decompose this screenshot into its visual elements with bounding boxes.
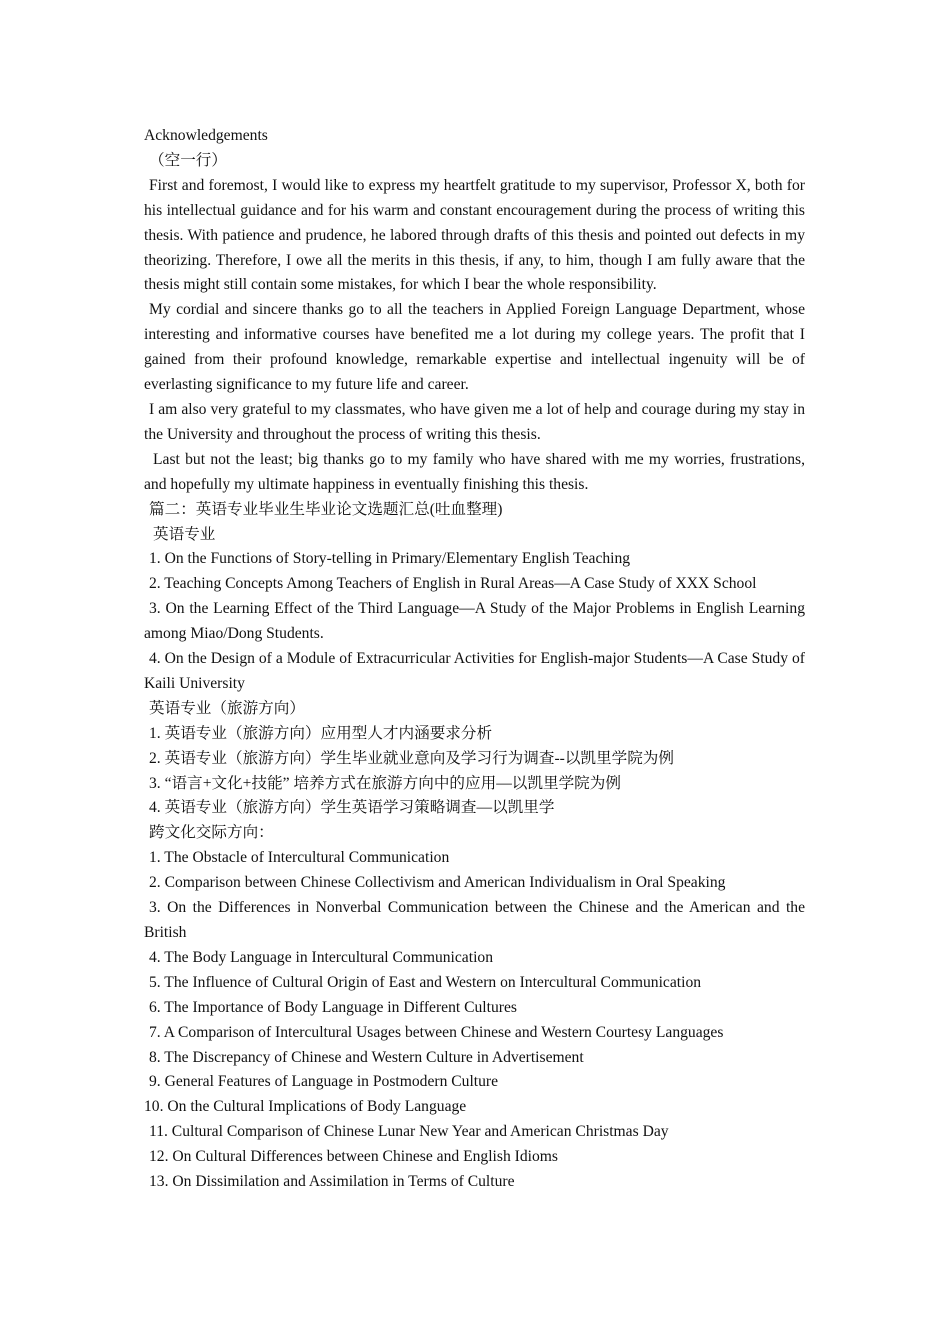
document-page: [144, 124, 805, 1195]
list-item: 3. On the Learning Effect of the Third Language—A Study of the Major Problems in English Learning among Miao/Dong Students.: [144, 600, 805, 643]
list-item: 10. On the Cultural Implications of Body Language: [144, 1098, 467, 1116]
group-heading-english: 英语专业: [153, 525, 216, 543]
group-heading-tourism: 英语专业（旅游方向）: [149, 699, 305, 717]
ack-paragraph-4: Last but not the least; big thanks go to my family who have shared with me my worries, frustrations, and hopefully my ultimate happiness in eventually finishing this thesis.: [144, 450, 805, 493]
list-item: 1. On the Functions of Story-telling in Primary/Elementary English Teaching: [149, 550, 631, 568]
list-item: 1. The Obstacle of Intercultural Communication: [149, 849, 450, 867]
list-item: 7. A Comparison of Intercultural Usages between Chinese and Western Courtesy Languages: [149, 1023, 724, 1041]
list-item: 1. 英语专业（旅游方向）应用型人才内涵要求分析: [149, 724, 493, 742]
list-item: 9. General Features of Language in Postmodern Culture: [149, 1073, 499, 1091]
list-item: 2. Teaching Concepts Among Teachers of English in Rural Areas—A Case Study of XXX School: [149, 575, 757, 593]
list-item: 4. The Body Language in Intercultural Communication: [149, 948, 493, 966]
list-item: 8. The Discrepancy of Chinese and Western Culture in Advertisement: [149, 1048, 584, 1066]
list-item: 2. Comparison between Chinese Collectivism and American Individualism in Oral Speaking: [149, 874, 726, 892]
blank-line-note: （空一行）: [149, 151, 227, 169]
list-item: 11. Cultural Comparison of Chinese Lunar New Year and American Christmas Day: [149, 1123, 669, 1141]
ack-paragraph-1: First and foremost, I would like to express my heartfelt gratitude to my supervisor, Professor X, both for his intellectual guidance and for his warm and constant encouragement during the process of writing this thesis. With patience and prudence, he labored through drafts of this thesis and pointed out defects in my theorizing. Therefore, I owe all the merits in this thesis, if any, to him, though I am fully aware that the thesis might still contain some mistakes, for which I bear the whole responsibility.: [144, 176, 805, 294]
list-item: 3. “语言+文化+技能” 培养方式在旅游方向中的应用—以凯里学院为例: [149, 774, 621, 792]
list-item: 12. On Cultural Differences between Chinese and English Idioms: [149, 1148, 558, 1166]
list-item: 4. On the Design of a Module of Extracurricular Activities for English-major Students—A Case Study of Kaili University: [144, 650, 805, 692]
list-item: 3. On the Differences in Nonverbal Communication between the Chinese and the American and the British: [144, 899, 805, 941]
list-item: 6. The Importance of Body Language in Different Cultures: [149, 998, 517, 1016]
section-title: 篇二：英语专业毕业生毕业论文选题汇总(吐血整理): [149, 500, 503, 518]
list-item: 2. 英语专业（旅游方向）学生毕业就业意向及学习行为调查--以凯里学院为例: [149, 749, 674, 767]
list-item: 13. On Dissimilation and Assimilation in Terms of Culture: [149, 1173, 515, 1191]
group-heading-intercultural: 跨文化交际方向：: [149, 824, 274, 842]
list-item: 5. The Influence of Cultural Origin of East and Western on Intercultural Communication: [149, 973, 702, 991]
ack-paragraph-2: My cordial and sincere thanks go to all the teachers in Applied Foreign Language Department, whose interesting and informative courses have benefited me a lot during my college years. The profit that I gained from their profound knowledge, remarkable expertise and intellectual ingenuity will be of everlasting significance to my future life and career.: [144, 301, 805, 394]
list-item: 4. 英语专业（旅游方向）学生英语学习策略调查—以凯里学: [149, 799, 555, 817]
document-title: Acknowledgements: [144, 127, 268, 144]
ack-paragraph-3: I am also very grateful to my classmates, who have given me a lot of help and courage during my stay in the University and throughout the process of writing this thesis.: [144, 400, 805, 443]
